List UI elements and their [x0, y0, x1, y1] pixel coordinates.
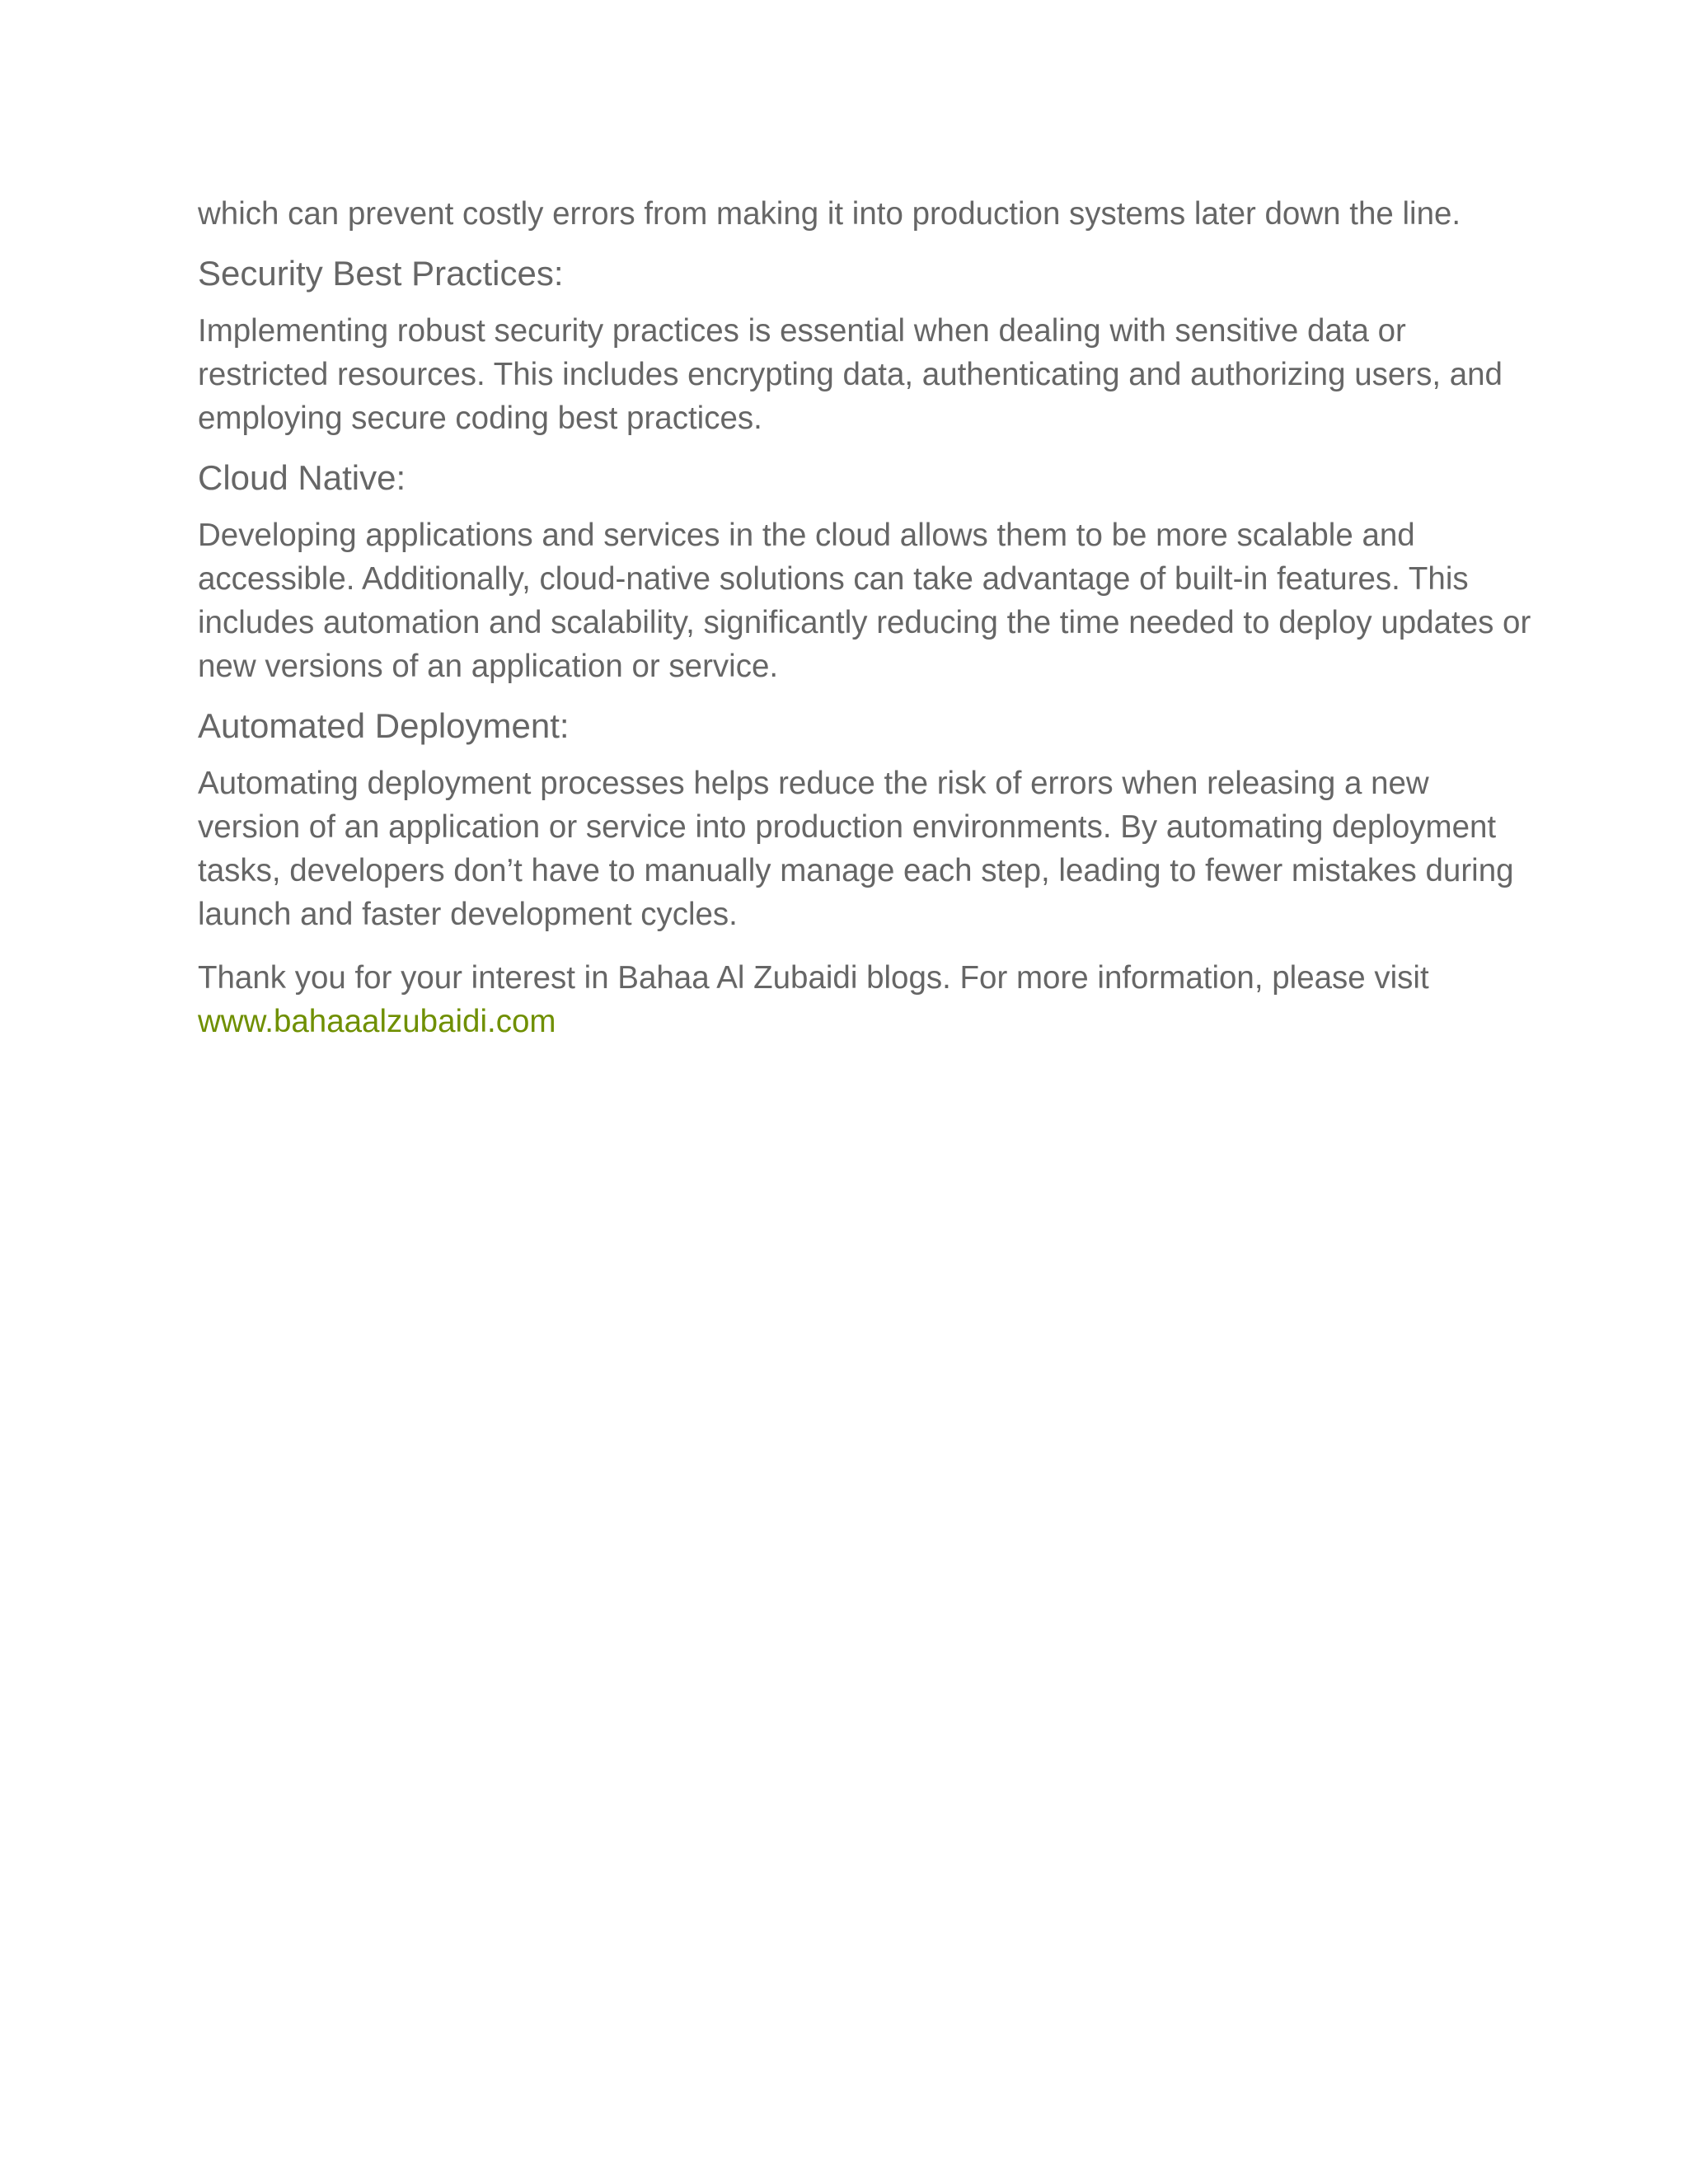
section-heading-security: Security Best Practices: — [198, 254, 564, 293]
section-body-automated-deployment: Automating deployment processes helps reduce the risk of errors when releasing a new version of an application or service into production environments. By automating deployment tasks, developers don’t have to manually manage each step, leading to fewer mistakes during launch and faster development cycles. — [198, 766, 1514, 932]
section-heading-automated-deployment: Automated Deployment: — [198, 706, 570, 745]
document-page — [198, 192, 1533, 1043]
closing-paragraph — [198, 956, 1533, 1043]
section-body-security: Implementing robust security practices is essential when dealing with sensitive data or restricted resources. This includes encrypting data, authenticating and authorizing users, and employing secure coding best practices. — [198, 313, 1503, 436]
section-heading-cloud-native: Cloud Native: — [198, 458, 406, 497]
section-body-cloud-native: Developing applications and services in the cloud allows them to be more scalable and accessible. Additionally, cloud-native solutions can take advantage of built-in features. This includes automation and scalability, significantly reducing the time needed to deploy updates or new versions of an application or service. — [198, 518, 1531, 684]
intro-paragraph: which can prevent costly errors from making it into production systems later down the line. — [198, 196, 1461, 232]
website-link[interactable]: www.bahaaalzubaidi.com — [198, 1004, 556, 1039]
closing-text: Thank you for your interest in Bahaa Al Zubaidi blogs. For more information, please visit — [198, 960, 1429, 996]
